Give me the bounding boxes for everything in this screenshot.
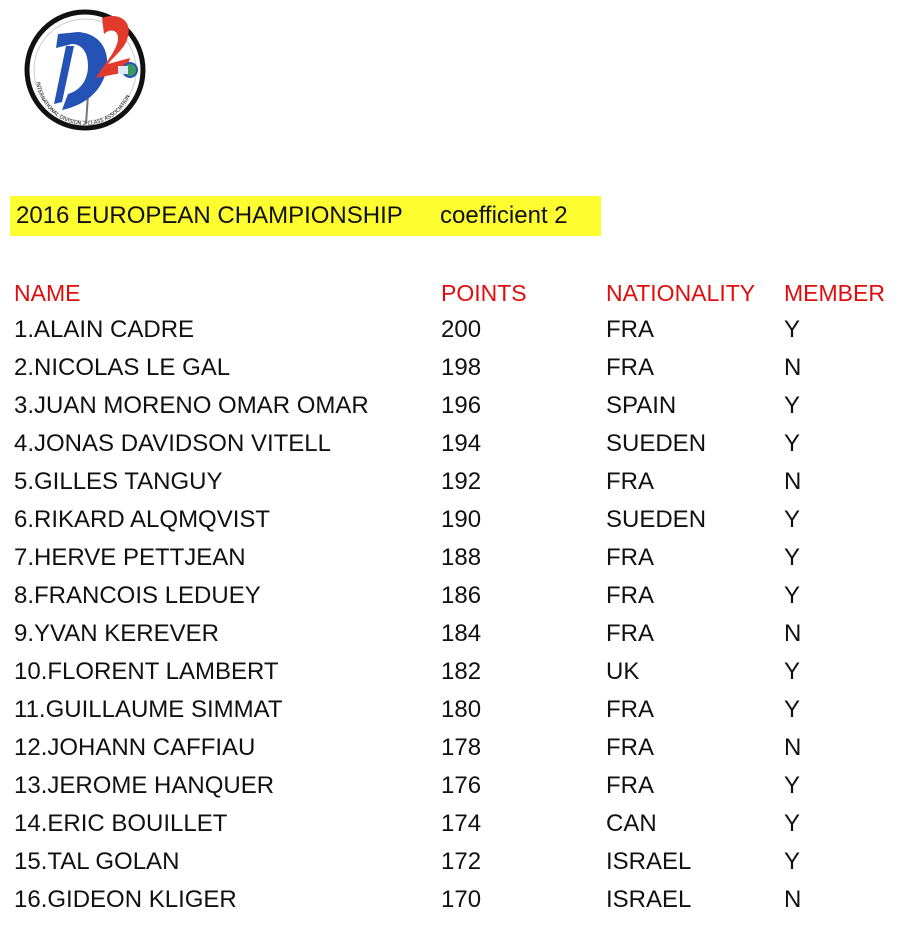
member-flag: Y: [784, 430, 801, 457]
nationality-value: FRA: [606, 620, 654, 647]
nationality-value: CAN: [606, 810, 657, 837]
competitor-name: 15.TAL GOLAN: [14, 848, 180, 875]
points-value: 176: [441, 772, 482, 799]
member-flag: N: [784, 886, 802, 913]
member-flag: Y: [784, 544, 801, 571]
nationality-value: SUEDEN: [606, 430, 707, 457]
nationality-value: FRA: [606, 734, 654, 761]
title-banner: [10, 196, 601, 236]
nationality-value: SUEDEN: [606, 506, 707, 533]
table-row: [14, 615, 844, 653]
member-flag: Y: [784, 658, 801, 685]
points-value: 184: [441, 620, 482, 647]
table-row: [14, 577, 844, 615]
table-row: [14, 843, 844, 881]
competitor-name: 12.JOHANN CAFFIAU: [14, 734, 256, 761]
member-flag: Y: [784, 392, 801, 419]
competitor-name: 7.HERVE PETTJEAN: [14, 544, 246, 571]
points-value: 192: [441, 468, 482, 495]
member-flag: Y: [784, 696, 801, 723]
points-value: 174: [441, 810, 482, 837]
table-row: [14, 729, 844, 767]
nationality-value: ISRAEL: [606, 848, 692, 875]
d2-logo-icon: [22, 6, 148, 132]
table-row: [14, 463, 844, 501]
nationality-value: FRA: [606, 544, 654, 571]
points-value: 186: [441, 582, 482, 609]
points-value: 196: [441, 392, 482, 419]
competitor-name: 3.JUAN MORENO OMAR OMAR: [14, 392, 369, 419]
member-flag: Y: [784, 506, 801, 533]
member-flag: N: [784, 354, 802, 381]
d2-class-logo: [22, 6, 148, 132]
nationality-value: FRA: [606, 582, 654, 609]
coefficient-label: coefficient 2: [440, 202, 568, 229]
points-value: 200: [441, 316, 482, 343]
nationality-value: FRA: [606, 468, 654, 495]
nationality-value: FRA: [606, 772, 654, 799]
member-flag: Y: [784, 848, 801, 875]
nationality-value: FRA: [606, 354, 654, 381]
member-flag: Y: [784, 582, 801, 609]
competitor-name: 13.JEROME HANQUER: [14, 772, 275, 799]
competitor-name: 1.ALAIN CADRE: [14, 316, 195, 343]
member-flag: N: [784, 468, 802, 495]
competitor-name: 4.JONAS DAVIDSON VITELL: [14, 430, 331, 457]
member-flag: Y: [784, 810, 801, 837]
nationality-value: FRA: [606, 696, 654, 723]
championship-title: 2016 EUROPEAN CHAMPIONSHIP: [16, 202, 403, 229]
points-value: 188: [441, 544, 482, 571]
points-value: 182: [441, 658, 482, 685]
competitor-name: 16.GIDEON KLIGER: [14, 886, 237, 913]
points-value: 172: [441, 848, 482, 875]
points-value: 178: [441, 734, 482, 761]
points-value: 190: [441, 506, 482, 533]
points-value: 198: [441, 354, 482, 381]
nationality-value: SPAIN: [606, 392, 677, 419]
column-header-nationality: NATIONALITY: [606, 280, 756, 306]
competitor-name: 14.ERIC BOUILLET: [14, 810, 228, 837]
competitor-name: 9.YVAN KEREVER: [14, 620, 219, 647]
competitor-name: 6.RIKARD ALQMQVIST: [14, 506, 271, 533]
table-row: [14, 349, 844, 387]
column-header-member: MEMBER: [784, 280, 885, 306]
table-row: [14, 311, 844, 349]
table-row: [14, 691, 844, 729]
nationality-value: ISRAEL: [606, 886, 692, 913]
table-row: [14, 653, 844, 691]
table-row: [14, 805, 844, 843]
points-value: 170: [441, 886, 482, 913]
member-flag: N: [784, 734, 802, 761]
column-header-points: POINTS: [441, 280, 527, 306]
nationality-value: UK: [606, 658, 640, 685]
competitor-name: 8.FRANCOIS LEDUEY: [14, 582, 261, 609]
member-flag: Y: [784, 316, 801, 343]
points-value: 194: [441, 430, 482, 457]
member-flag: Y: [784, 772, 801, 799]
table-row: [14, 387, 844, 425]
column-header-name: NAME: [14, 280, 81, 306]
table-row: [14, 501, 844, 539]
svg-text:INTERNATIONAL DIVISION 2 CLASS: INTERNATIONAL DIVISION 2 CLASS ASSOCIATION: [34, 81, 132, 127]
table-row: [14, 881, 844, 919]
nationality-value: FRA: [606, 316, 654, 343]
results-body: [14, 311, 844, 919]
member-flag: N: [784, 620, 802, 647]
table-row: [14, 539, 844, 577]
points-value: 180: [441, 696, 482, 723]
table-row: [14, 767, 844, 805]
competitor-name: 5.GILLES TANGUY: [14, 468, 223, 495]
competitor-name: 10.FLORENT LAMBERT: [14, 658, 279, 685]
table-row: [14, 425, 844, 463]
results-table: [14, 311, 844, 919]
competitor-name: 11.GUILLAUME SIMMAT: [14, 696, 283, 723]
competitor-name: 2.NICOLAS LE GAL: [14, 354, 231, 381]
